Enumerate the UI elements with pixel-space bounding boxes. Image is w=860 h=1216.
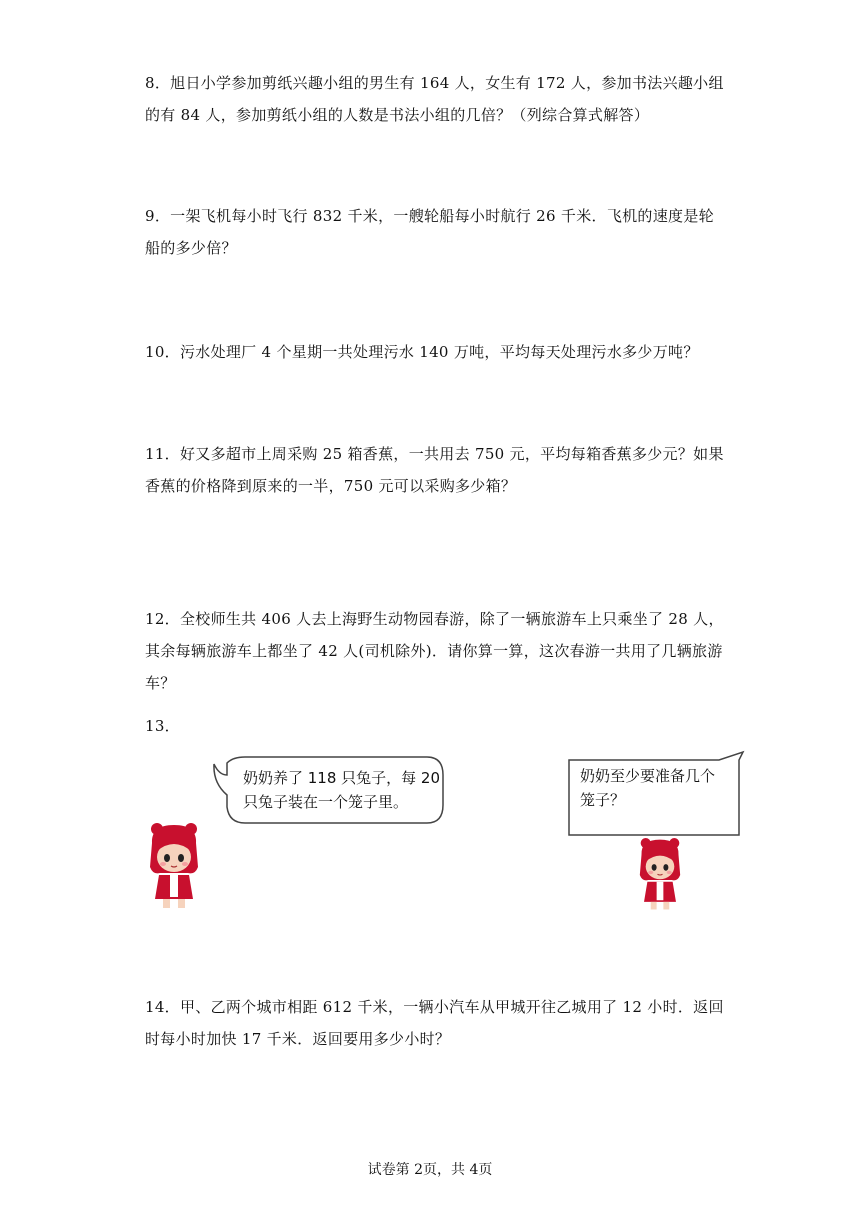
left-bubble-line1: 奶奶养了 118 只兔子，每 20 [243, 769, 441, 787]
page-footer: 试卷第 2页，共 4页 [367, 1162, 493, 1178]
question-13: 13． [145, 717, 180, 735]
question-8: 8．旭日小学参加剪纸兴趣小组的男生有 164 人，女生有 172 人，参加书法兴趣小组的有 84 人，参加剪纸小组的人数是书法小组的几倍？（列综合算式解答） [145, 74, 724, 124]
girl-illustration-right [635, 838, 685, 912]
question-11: 11．好又多超市上周采购 25 箱香蕉，一共用去 750 元，平均每箱香蕉多少元？如果香蕉的价格降到原来的一半，750 元可以采购多少箱？ [145, 445, 724, 495]
question-9: 9．一架飞机每小时飞行 832 千米，一艘轮船每小时航行 26 千米．飞机的速度是轮船的多少倍？ [145, 207, 714, 257]
right-bubble-line1: 奶奶至少要准备几个 [580, 767, 716, 785]
question-14: 14．甲、乙两个城市相距 612 千米，一辆小汽车从甲城开往乙城用了 12 小时．返回时每小时加快 17 千米．返回要用多少小时？ [145, 998, 724, 1048]
question-12: 12．全校师生共 406 人去上海野生动物园春游，除了一辆旅游车上只乘坐了 28 人，其余每辆旅游车上都坐了 42 人(司机除外)．请你算一算，这次春游一共用了几辆旅游车？ [145, 610, 724, 692]
right-bubble-line2: 笼子？ [580, 791, 626, 809]
girl-illustration-left [145, 823, 203, 911]
left-bubble-line2: 只兔子装在一个笼子里。 [243, 793, 409, 811]
question-10: 10．污水处理厂 4 个星期一共处理污水 140 万吨，平均每天处理污水多少万吨？ [145, 343, 699, 361]
